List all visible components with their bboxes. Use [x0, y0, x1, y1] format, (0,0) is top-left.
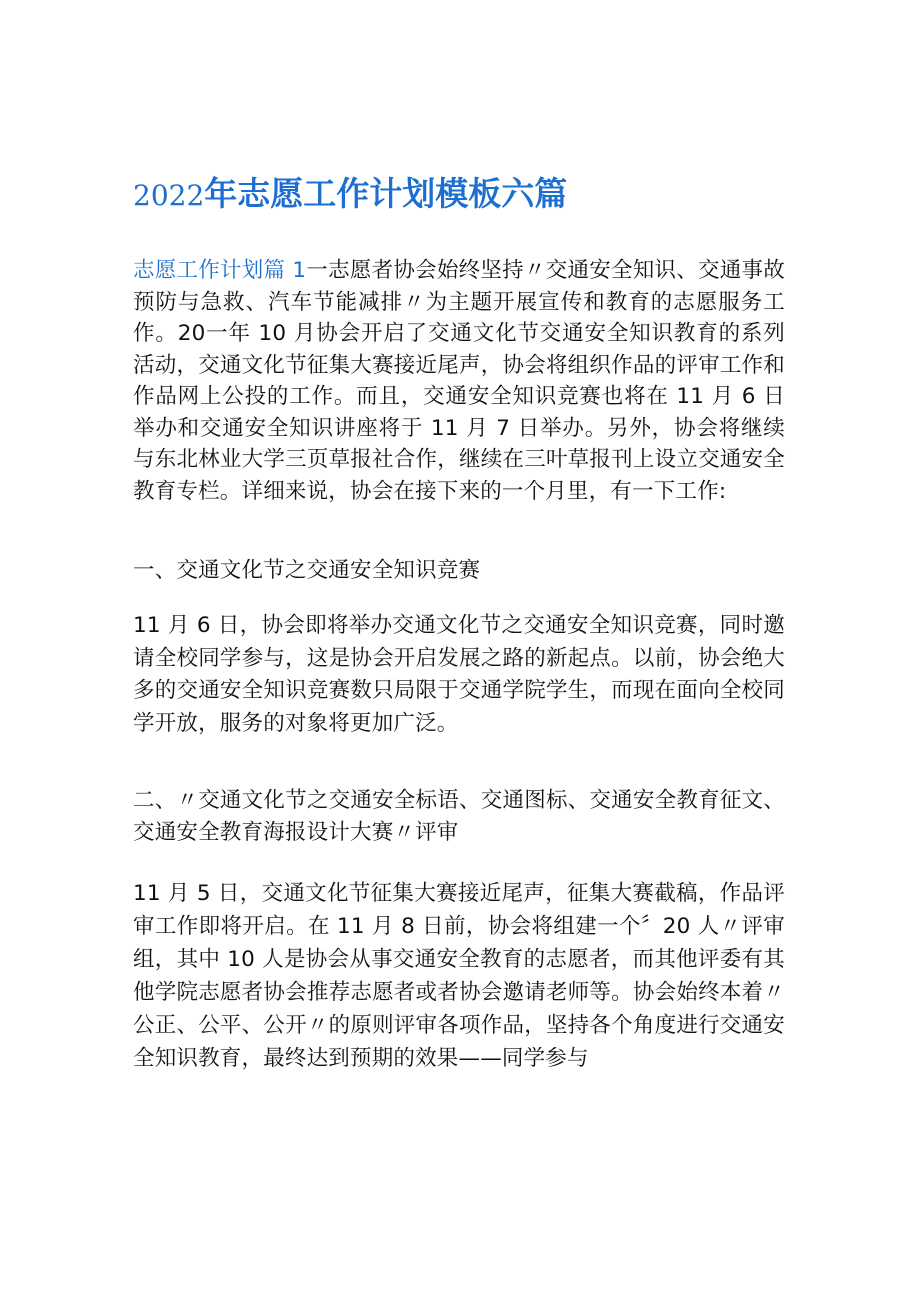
title-text: 年志愿工作计划模板六篇 — [204, 174, 568, 213]
section-heading-2: 二、〃交通文化节之交通安全标语、交通图标、交通安全教育征文、交通安全教育海报设计大赛〃评审 — [133, 788, 785, 845]
title-year: 2022 — [133, 179, 205, 212]
section-body-1: 11 月 6 日，协会即将举办交通文化节之交通安全知识竞赛，同时邀请全校同学参与，这是协会开启发展之路的新起点。以前，协会绝大多的交通安全知识竞赛数只局限于交通学院学生，而现在面向全校同学开放，服务的对象将更加广泛。 — [133, 613, 785, 736]
section-body-2: 11 月 5 日，交通文化节征集大赛接近尾声，征集大赛截稿，作品评审工作即将开启。在 11 月 8 日前，协会将组建一个〞20 人〃评审组，其中 10 人是协会从事交通安全教育的志愿者，而其他评委有其他学院志愿者协会推荐志愿者或者协会邀请老师等。协会始终本着〃公正、公平、公开〃的原则评审各项作品，坚持各个角度进行交通安全知识教育，最终达到预期的效果——同学参与 — [133, 881, 785, 1071]
intro-body: 一志愿者协会始终坚持〃交通安全知识、交通事故预防与急救、汽车节能减排〃为主题开展宣传和教育的志愿服务工作。20一年 10 月协会开启了交通文化节交通安全知识教育的系列活动，交通文化节征集大赛接近尾声，协会将组织作品的评审工作和作品网上公投的工作。而且，交通安全知识竞赛也将在 11 月 6 日举办和交通安全知识讲座将于 11 月 7 日举办。另外，协会将继续与东北林业大学三页草报社合作，继续在三叶草报刊上设立交通安全教育专栏。详细来说，协会在接下来的一个月里，有一下工作: — [133, 258, 785, 504]
document-title — [133, 170, 793, 220]
section-heading-1: 一、交通文化节之交通安全知识竞赛 — [133, 558, 481, 583]
intro-lead: 志愿工作计划篇 1 — [133, 258, 307, 283]
intro-paragraph — [133, 255, 785, 507]
